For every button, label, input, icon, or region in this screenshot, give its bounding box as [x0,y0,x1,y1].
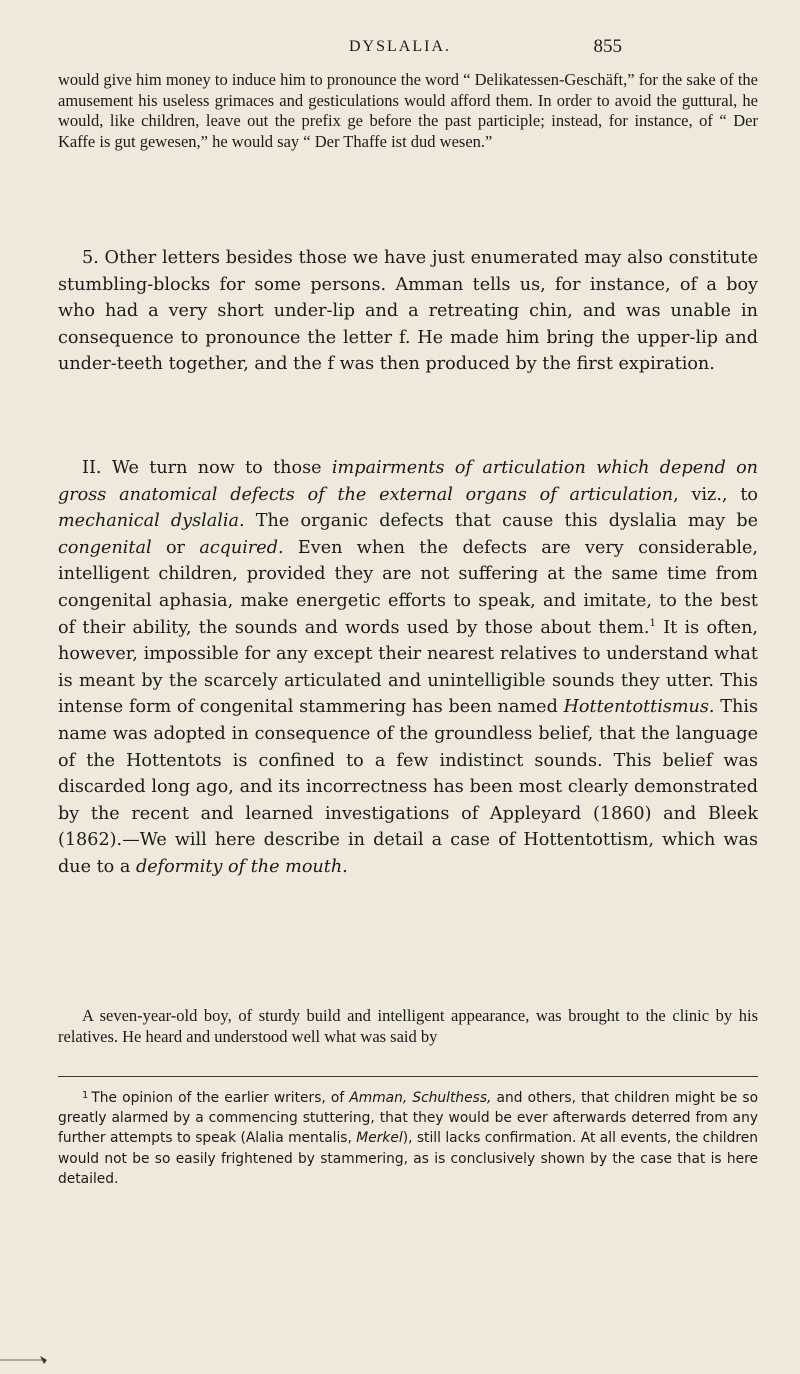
footnote-text: ), still lacks confirmation. At all events, the children would not be so easily frightened by stammering, as is conclusively shown by the case that is here detailed. [58,1130,758,1187]
footnote-marker: 1 [82,1090,89,1101]
footnote-text: and others, that children might be so greatly alarmed by a commencing stuttering, that they would be ever afterwards deterred from any further attempts to speak (Alalia mentalis, [58,1090,759,1147]
footnote-italic: Merkel [356,1130,403,1147]
italic-term: mechanical dyslalia. [58,511,245,532]
text-run: It is often, however, impossible for any except their nearest relatives to understand what is meant by the scarcely articulated and unintelligible sounds they utter. This intense form of congenital stammering has been named [58,617,759,718]
italic-term: Hottentottismus. [563,697,715,718]
footnote [58,1086,758,1189]
italic-term: impairments of articulation which depend on gross anatomical defects of the external organs of articulation [58,458,758,505]
footnote-text: The opinion of the earlier writers, of [91,1090,350,1106]
text-run: Even when the defects are very considerable, intelligent children, provided they are not suffering at the same time from congenital aphasia, make energetic efforts to speak, and imitate, to the best of their ability, the sounds and words used by those about them. [58,537,758,638]
footnote-reference: 1 [649,617,656,629]
paragraph-case-description: A seven-year-old boy, of sturdy build and intelligent appearance, was brought to the clinic by his relatives. He heard and understood well what was said by [58,1006,758,1046]
page-number: 855 [593,36,622,57]
text-run: The organic defects that cause this dyslalia may be [244,511,758,532]
italic-term: acquired. [199,537,284,558]
running-head: DYSLALIA. [349,38,451,55]
text-run: , viz., to [673,484,758,505]
paragraph-5-other-letters: 5. Other letters besides those we have just enumerated may also constitute stumbling-blocks for some persons. Amman tells us, for instance, of a boy who had a very short under-lip and a retreating chin, and was unable in consequence to pronounce the letter f. He made him bring the upper-lip and under-teeth together, and the f was then produced by the first expiration. [58,248,758,375]
footnote-rule [58,1076,758,1077]
paragraph-continuation: would give him money to induce him to pronounce the word “ Delikatessen-Geschäft,” for the sake of the amusement his useless grimaces and gesticulations would afford them. In order to avoid the guttural, he would, like children, leave out the prefix ge before the past participle; instead, for instance, of “ Der Kaffe is gut gewesen,” he would say “ Der Thaffe ist dud wesen.” [58,70,758,151]
paragraph-ii-mechanical-dyslalia [58,455,758,881]
page-corner-mark [0,1300,60,1374]
text-run: II. We turn now to those [82,458,332,478]
text-run: This name was adopted in consequence of the groundless belief, that the language of the Hottentots is confined to a few indistinct sounds. This belief was discarded long ago, and its incorrectness has been most clearly demonstrated by the recent and learned investigations of Appleyard (1860) and Bleek (1862).—We will here describe in detail a case of Hottentottism, which was due to a [58,697,758,877]
text-run: or [151,537,200,558]
page-header [0,38,800,62]
footnote-italic: Amman, Schulthess, [349,1090,492,1106]
italic-term: congenital [58,537,152,558]
italic-term: deformity of the mouth. [135,856,348,877]
